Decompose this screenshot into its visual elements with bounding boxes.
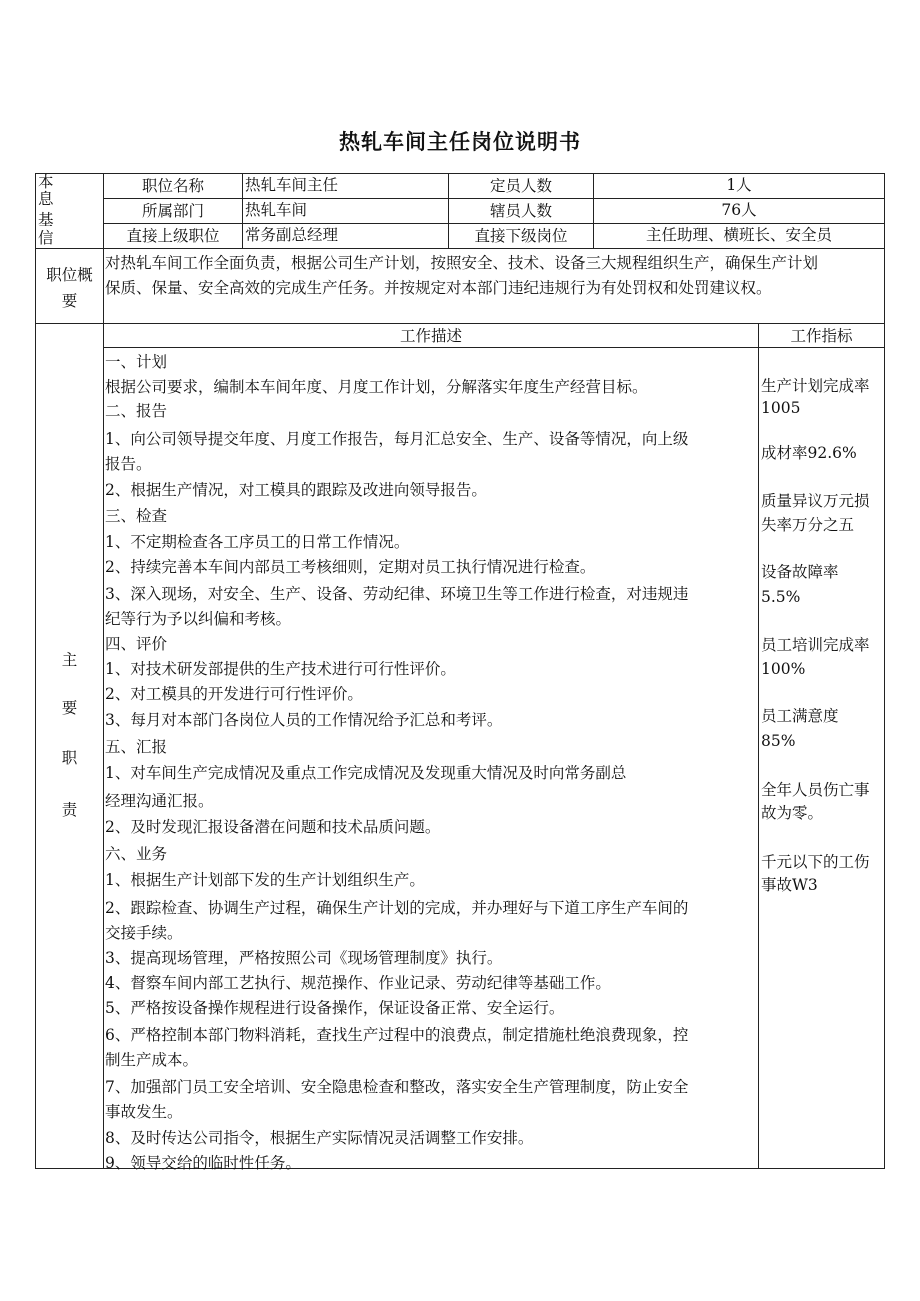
- list-item: 9、领导交给的临时性任务。: [105, 1154, 301, 1172]
- list-item: 1、根据生产计划部下发的生产计划组织生产。: [105, 871, 425, 889]
- list-item: 交接手续。: [105, 924, 183, 942]
- list-item: 五、汇报: [105, 738, 168, 756]
- field-value: 常务副总经理: [245, 226, 339, 244]
- list-item: 1、对技术研发部提供的生产技术进行可行性评价。: [105, 660, 456, 678]
- kpi-item: 85%: [761, 732, 796, 750]
- list-item: 6、严格控制本部门物料消耗，查找生产过程中的浪费点，制定措施杜绝浪费现象，控: [105, 1026, 689, 1044]
- kpi-item: 成材率92.6%: [761, 444, 857, 462]
- list-item: 2、跟踪检查、协调生产过程，确保生产计划的完成，并办理好与下道工序生产车间的: [105, 899, 689, 917]
- field-value: 1人: [726, 176, 752, 194]
- field-value: 主任助理、横班长、安全员: [645, 226, 832, 244]
- list-item: 1、对车间生产完成情况及重点工作完成情况及发现重大情况及时向常务副总: [105, 764, 627, 782]
- row-divider: [103, 198, 885, 199]
- list-item: 制生产成本。: [105, 1051, 199, 1069]
- list-item: 4、督察车间内部工艺执行、规范操作、作业记录、劳动纪律等基础工作。: [105, 974, 611, 992]
- kpi-item: 故为零。: [761, 804, 824, 822]
- table-border-right: [884, 173, 885, 1169]
- list-item: 一、计划: [105, 353, 168, 371]
- kpi-item: 5.5%: [761, 588, 801, 606]
- field-label: 定员人数: [489, 177, 552, 195]
- field-label: 辖员人数: [489, 202, 552, 220]
- list-item: 四、评价: [105, 635, 168, 653]
- list-item: 2、根据生产情况，对工模具的跟踪及改进向领导报告。: [105, 481, 487, 499]
- list-item: 3、每月对本部门各岗位人员的工作情况给予汇总和考评。: [105, 711, 503, 729]
- list-item: 7、加强部门员工安全培训、安全隐患检查和整改，落实安全生产管理制度，防止安全: [105, 1078, 689, 1096]
- list-item: 纪等行为予以纠偏和考核。: [105, 610, 292, 628]
- list-item: 2、对工模具的开发进行可行性评价。: [105, 685, 363, 703]
- work-description-header: 工作描述: [399, 327, 462, 345]
- table-border-top: [35, 173, 885, 174]
- list-item: 8、及时传达公司指令，根据生产实际情况灵活调整工作安排。: [105, 1129, 534, 1147]
- kpi-item: 员工培训完成率: [761, 636, 870, 654]
- list-item: 1、向公司领导提交年度、月度工作报告，每月汇总安全、生产、设备等情况，向上级: [105, 430, 689, 448]
- kpi-item: 千元以下的工伤: [761, 853, 870, 871]
- field-value: 热轧车间主任: [245, 176, 339, 194]
- list-item: 报告。: [105, 455, 152, 473]
- kpi-item: 失率万分之五: [761, 516, 855, 534]
- table-border-left: [35, 173, 36, 1169]
- list-item: 2、及时发现汇报设备潜在问题和技术品质问题。: [105, 818, 441, 836]
- list-item: 根据公司要求，编制本车间年度、月度工作计划，分解落实年度生产经营目标。: [105, 378, 648, 396]
- kpi-item: 100%: [761, 660, 806, 678]
- kpi-item: 1005: [761, 399, 801, 417]
- field-value: 76人: [721, 201, 757, 219]
- row-divider: [103, 347, 885, 348]
- column-divider: [242, 173, 243, 249]
- field-label: 所属部门: [141, 202, 204, 220]
- field-label: 职位名称: [141, 177, 204, 195]
- list-item: 3、提高现场管理，严格按照公司《现场管理制度》执行。: [105, 949, 503, 967]
- kpi-item: 质量异议万元损: [761, 492, 870, 510]
- kpi-item: 员工满意度: [761, 707, 839, 725]
- list-item: 经理沟通汇报。: [105, 792, 214, 810]
- list-item: 3、深入现场，对安全、生产、设备、劳动纪律、环境卫生等工作进行检查，对违规违: [105, 585, 689, 603]
- column-divider: [758, 323, 759, 1169]
- kpi-item: 设备故障率: [761, 563, 839, 581]
- row-divider: [35, 248, 885, 249]
- field-label: 直接下级岗位: [474, 227, 568, 245]
- list-item: 六、业务: [105, 845, 168, 863]
- kpi-item: 事故W3: [761, 876, 818, 894]
- field-label: 直接上级职位: [126, 227, 220, 245]
- field-value: 热轧车间: [245, 201, 308, 219]
- list-item: 三、检查: [105, 507, 168, 525]
- list-item: 5、严格按设备操作规程进行设备操作，保证设备正常、安全运行。: [105, 999, 565, 1017]
- list-item: 2、持续完善本车间内部员工考核细则，定期对员工执行情况进行检查。: [105, 558, 596, 576]
- kpi-item: 全年人员伤亡事: [761, 781, 870, 799]
- kpi-item: 生产计划完成率: [761, 377, 870, 395]
- list-item: 1、不定期检查各工序员工的日常工作情况。: [105, 533, 410, 551]
- list-item: 二、报告: [105, 402, 168, 420]
- list-item: 事故发生。: [105, 1103, 183, 1121]
- row-divider: [103, 223, 885, 224]
- work-indicator-header: 工作指标: [790, 327, 853, 345]
- page-title: 热轧车间主任岗位说明书: [339, 130, 581, 154]
- column-divider: [103, 173, 104, 1169]
